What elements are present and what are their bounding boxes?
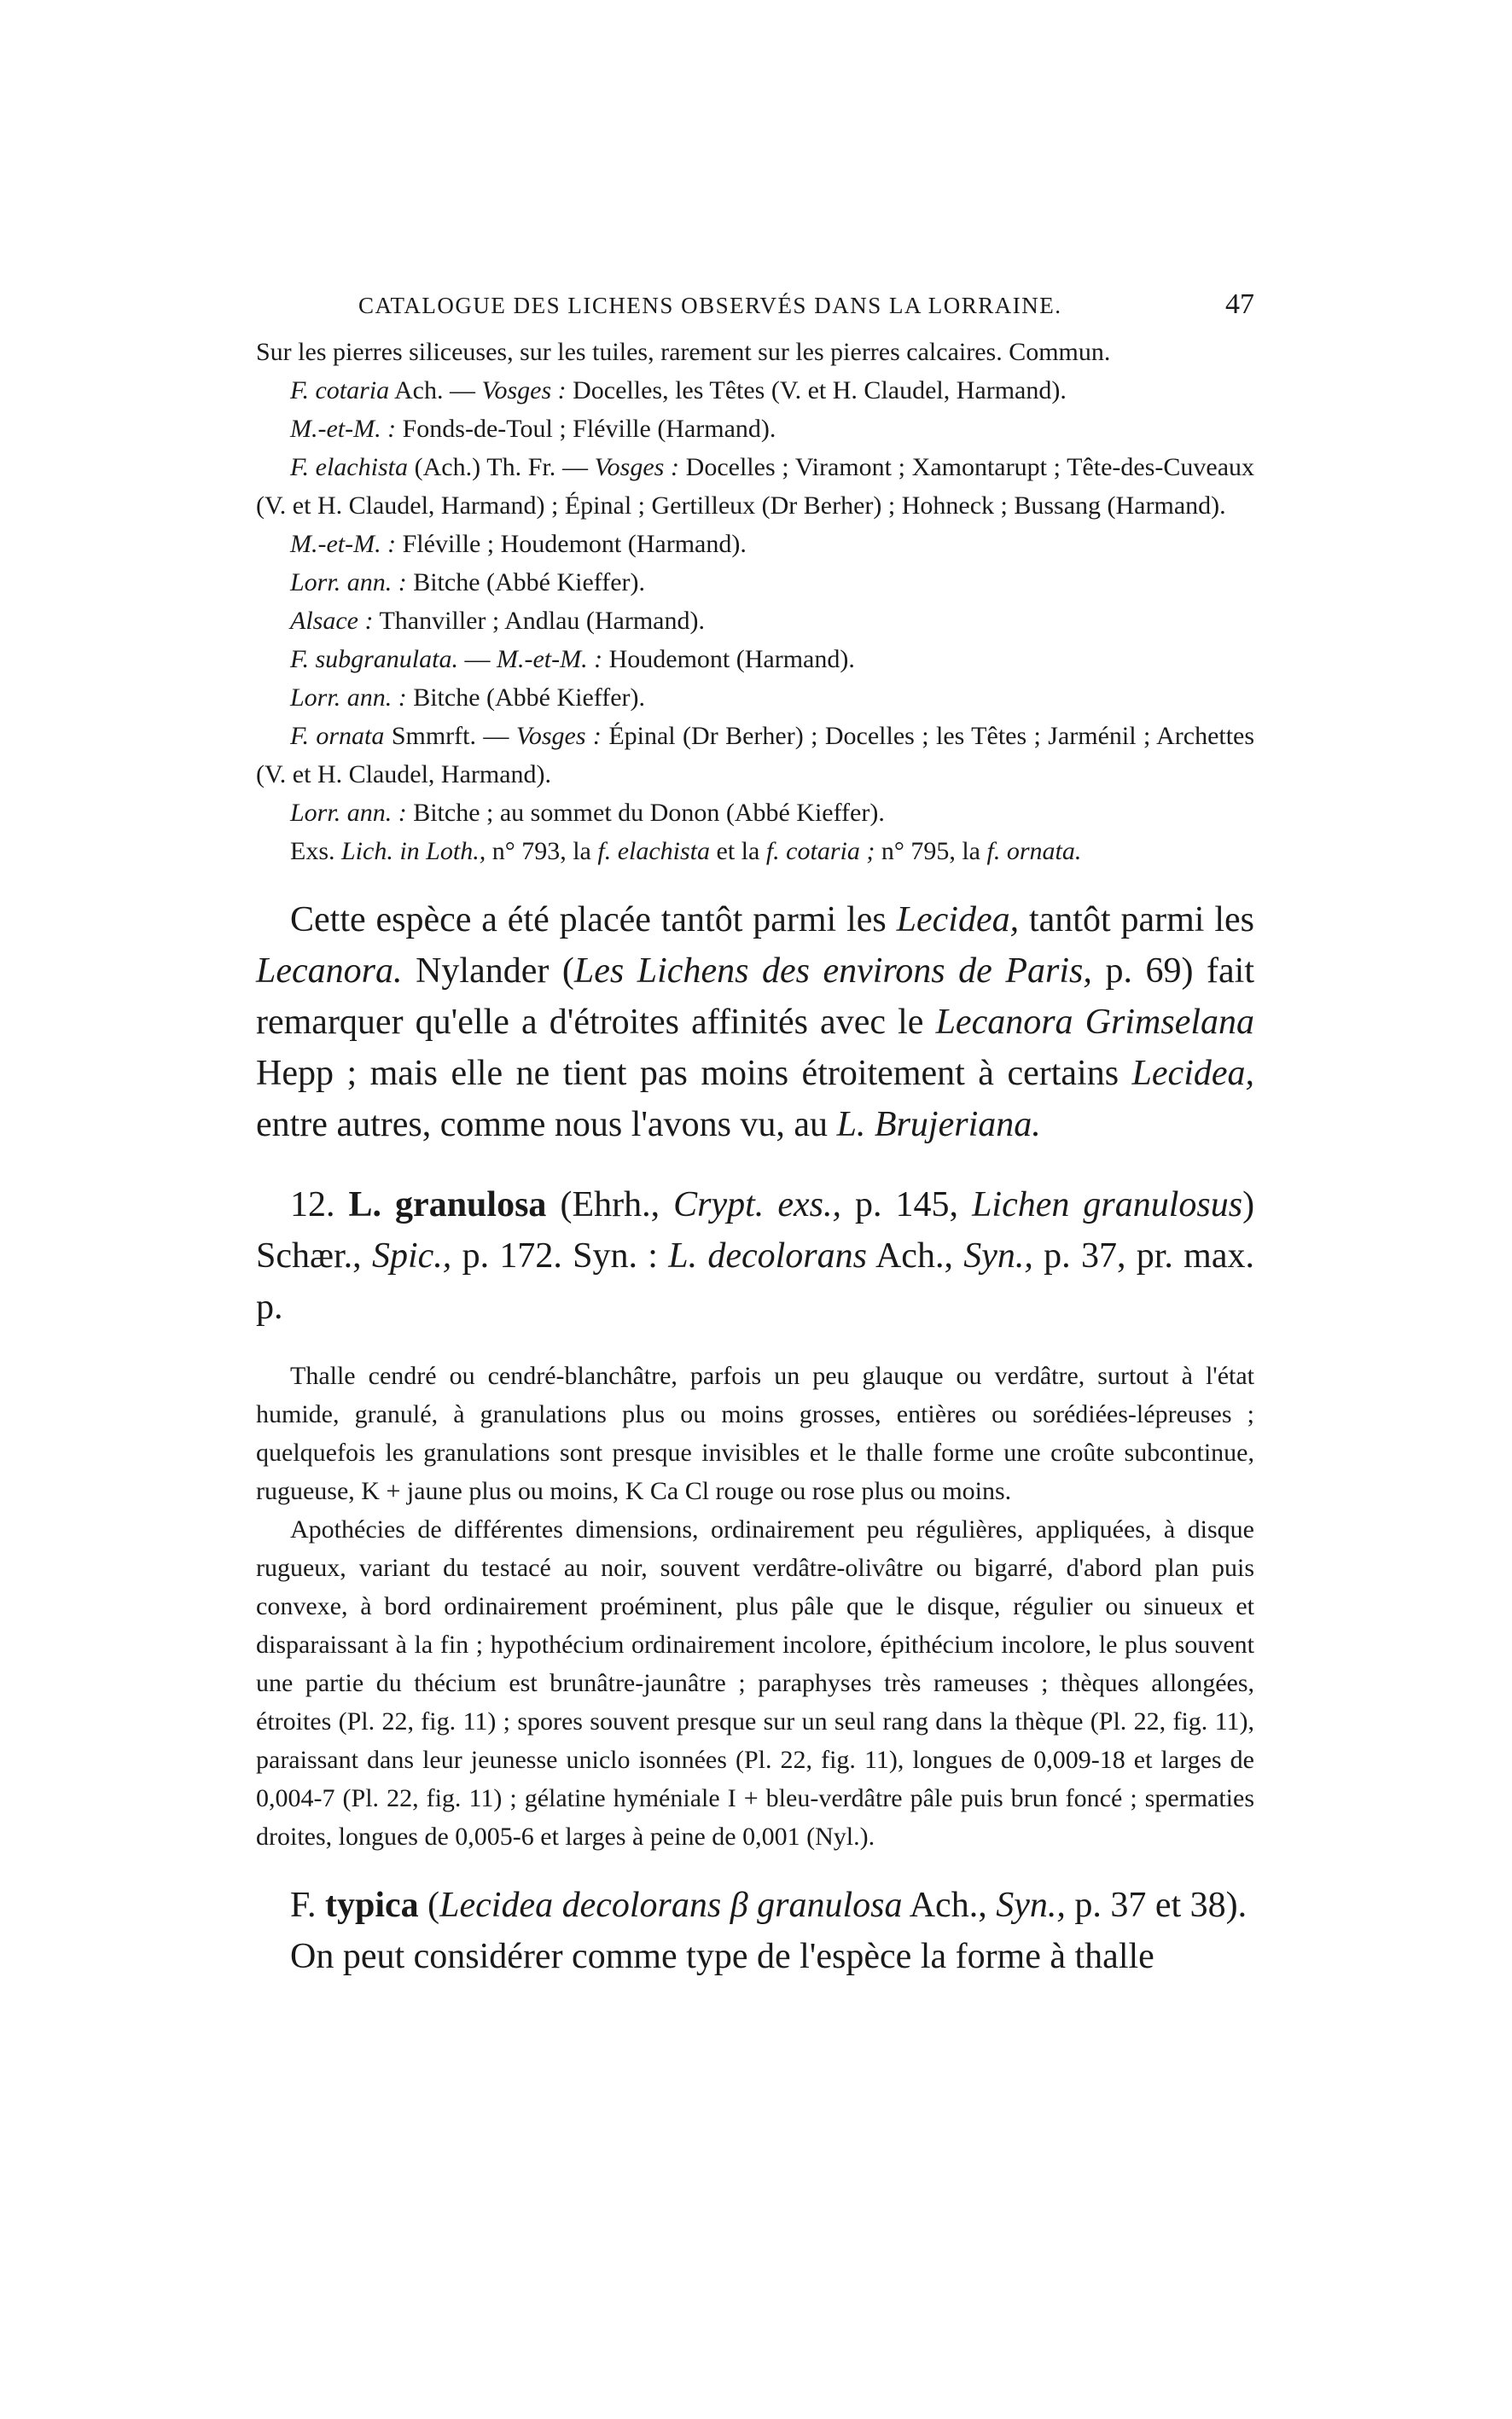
apothecia-description: Apothécies de différentes dimensions, ordinairement peu régulières, appliquées, à disque rugueux, variant du testacé au noir, souvent verdâtre-olivâtre ou bigarré, d'abord plan puis convexe, à bord ordinairement proéminent, plus pâle que le disque, régulier ou sinueux et disparaissant à la fin ; hypothécium ordinairement incolore, épithécium incolore, le plus souvent une partie du thécium est brunâtre-jaunâtre ; paraphyses très rameuses ; thèques allongées, étroites (Pl. 22, fig. 11) ; spores souvent presque sur un seul rang dans la thèque (Pl. 22, fig. 11), paraissant dans leur jeunesse uniclo isonnées (Pl. 22, fig. 11), longues de 0,009-18 et larges de 0,004-7 (Pl. 22, fig. 11) ; gélatine hyméniale I + bleu-verdâtre pâle puis brun foncé ; spermaties droites, longues de 0,005-6 et larges à peine de 0,001 (Nyl.). (256, 1515, 1254, 1851)
locality-lorr-1: Lorr. ann. : Bitche (Abbé Kieffer). (290, 568, 646, 596)
habitat-line: Sur les pierres siliceuses, sur les tuiles, rarement sur les pierres calcaires. Commun. (256, 338, 1111, 366)
locality-mm-1: M.-et-M. : Fonds-de-Toul ; Fléville (Harmand). (290, 415, 776, 443)
locality-lorr-2: Lorr. ann. : Bitche (Abbé Kieffer). (290, 683, 646, 712)
species-heading: 12. L. granulosa (Ehrh., Crypt. exs., p. 145, Lichen granulosus) Schær., Spic., p. 172. Syn. : L. decolorans Ach., Syn., p. 37, pr. max. p. (256, 1185, 1255, 1327)
page-number: 47 (1225, 288, 1254, 320)
running-title: CATALOGUE DES LICHENS OBSERVÉS DANS LA LORRAINE. (358, 293, 1062, 318)
closing-line: On peut considérer comme type de l'espèce la forme à thalle (290, 1937, 1154, 1976)
form-typica: F. typica (Lecidea decolorans β granulosa Ach., Syn., p. 37 et 38). (290, 1886, 1247, 1925)
page-body (256, 333, 1254, 1982)
running-header (358, 288, 1254, 321)
form-subgranulata: F. subgranulata. — M.-et-M. : Houdemont (Harmand). (290, 645, 855, 673)
locality-mm-2: M.-et-M. : Fléville ; Houdemont (Harmand). (290, 530, 747, 558)
form-elachista: F. elachista (Ach.) Th. Fr. — Vosges : Docelles ; Viramont ; Xamontarupt ; Tête-des-Cuveaux (V. et H. Claudel, Harmand) ; Épinal ; Gertilleux (Dr Berher) ; Hohneck ; Bussang (Harmand). (256, 453, 1255, 520)
form-cotaria: F. cotaria Ach. — Vosges : Docelles, les Têtes (V. et H. Claudel, Harmand). (290, 376, 1067, 404)
thallus-description: Thalle cendré ou cendré-blanchâtre, parfois un peu glauque ou verdâtre, surtout à l'état humide, granulé, à granulations plus ou moins grosses, entières ou sorédiées-lépreuses ; quelquefois les granulations sont presque invisibles et le thalle forme une croûte subcontinue, rugueuse, K + jaune plus ou moins, K Ca Cl rouge ou rose plus ou moins. (256, 1362, 1254, 1505)
exsiccatae: Exs. Lich. in Loth., n° 793, la f. elachista et la f. cotaria ; n° 795, la f. ornata. (290, 837, 1082, 865)
discussion-paragraph: Cette espèce a été placée tantôt parmi les Lecidea, tantôt parmi les Lecanora. Nylander (Les Lichens des environs de Paris, p. 69) fait remarquer qu'elle a d'étroites affinités avec le Lecanora Grimselana Hepp ; mais elle ne tient pas moins étroitement à certains Lecidea, entre autres, comme nous l'avons vu, au L. Brujeriana. (256, 900, 1255, 1144)
locality-alsace: Alsace : Thanviller ; Andlau (Harmand). (290, 607, 705, 635)
locality-lorr-3: Lorr. ann. : Bitche ; au sommet du Donon (Abbé Kieffer). (290, 799, 885, 827)
form-ornata: F. ornata Smmrft. — Vosges : Épinal (Dr Berher) ; Docelles ; les Têtes ; Jarménil ; Archettes (V. et H. Claudel, Harmand). (256, 722, 1255, 788)
